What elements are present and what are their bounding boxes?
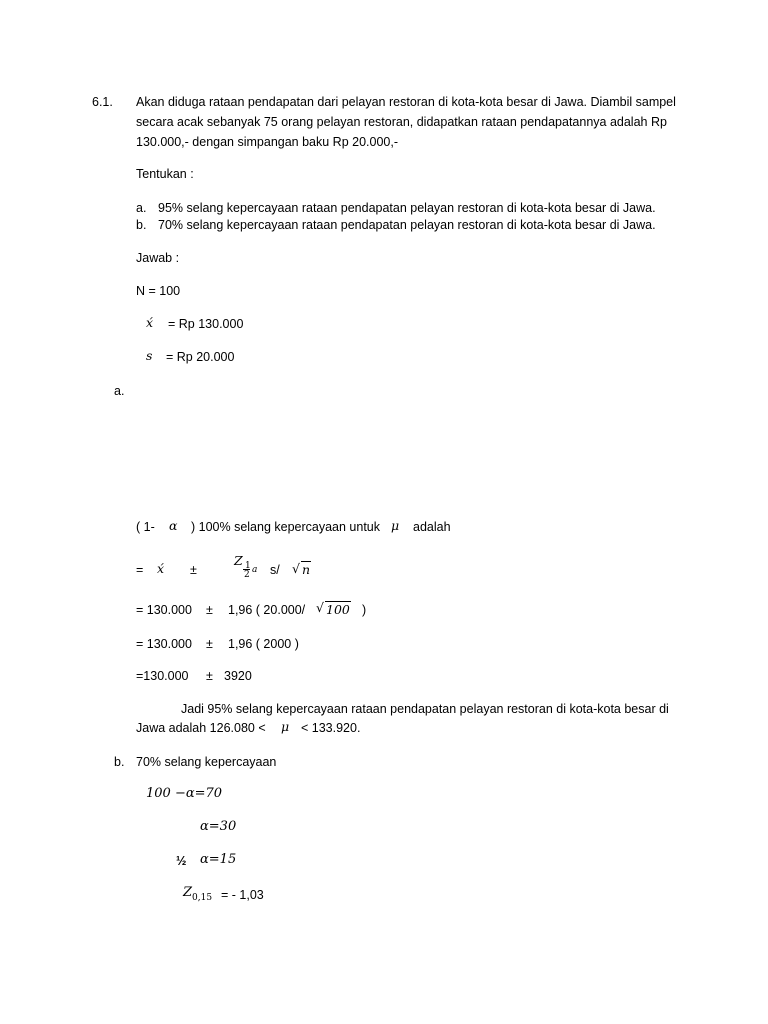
eq3-right: 1,96 ( 2000 ) <box>228 637 299 651</box>
part-b-z-line <box>183 884 212 902</box>
conclusion-line-2b: < 133.920. <box>301 721 361 735</box>
part-b-z-subscript: 0,15 <box>192 893 213 903</box>
formula-z: Z <box>234 553 243 568</box>
eq4-right: 3920 <box>224 669 252 683</box>
formula-sqrt-sign: √ <box>292 561 300 576</box>
part-b-half: ½ <box>176 854 187 868</box>
item-a-text: 95% selang kepercayaan rataan pendapatan pelayan restoran di kota-kota besar di Jawa. <box>158 201 656 215</box>
eq3-left: = 130.000 <box>136 637 192 651</box>
item-a-marker: a. <box>136 201 147 215</box>
formula-n: n <box>302 562 311 577</box>
problem-line-3: 130.000,- dengan simpangan baku Rp 20.000,- <box>136 135 398 149</box>
conclusion-line-2a: Jawa adalah 126.080 < <box>136 721 266 735</box>
z-fraction-numerator: 1 <box>245 561 251 571</box>
formula-plusminus: ± <box>190 563 197 577</box>
jawab-label: Jawab : <box>136 251 180 265</box>
conclusion-line-1: Jadi 95% selang kepercayaan rataan pendapatan pelayan restoran di kota-kota besar di <box>181 702 669 716</box>
problem-number: 6.1. <box>92 95 113 109</box>
problem-line-2: secara acak sebanyak 75 orang pelayan restoran, didapatkan rataan pendapatannya adalah Rp <box>136 115 667 129</box>
z-fraction-denominator: 2 <box>244 570 250 580</box>
eq4-plusminus: ± <box>206 669 213 683</box>
formula-xbar: x́ <box>157 561 165 576</box>
formula-equals: = <box>136 563 144 577</box>
s-value: = Rp 20.000 <box>166 350 235 364</box>
item-b-text: 70% selang kepercayaan rataan pendapatan pelayan restoran di kota-kota besar di Jawa. <box>158 218 656 232</box>
interval-open: ( 1- <box>136 520 155 534</box>
adalah-label: adalah <box>413 520 451 534</box>
part-a-marker: a. <box>114 384 125 398</box>
part-b-eq1: 100 −α=70 <box>146 786 223 801</box>
eq2-plusminus: ± <box>206 603 213 617</box>
alpha-symbol: α <box>169 518 178 533</box>
interval-text: ) 100% selang kepercayaan untuk <box>191 520 381 534</box>
eq2-close: ) <box>362 603 367 617</box>
part-b-z-value: = - 1,03 <box>221 888 264 902</box>
mu-symbol: μ <box>391 518 400 533</box>
problem-line-1: Akan diduga rataan pendapatan dari pelayan restoran di kota-kota besar di Jawa. Diambil sampel <box>136 95 676 109</box>
part-b-title: 70% selang kepercayaan <box>136 755 277 769</box>
s-symbol: s <box>146 348 153 363</box>
xbar-symbol: x́ <box>146 315 154 330</box>
z-fraction-alpha: a <box>252 565 258 575</box>
conclusion-mu: μ <box>281 719 290 734</box>
xbar-value: = Rp 130.000 <box>168 317 244 331</box>
formula-s: s/ <box>270 563 280 577</box>
eq2-left: = 130.000 <box>136 603 192 617</box>
eq2-sqrt-sign: √ <box>316 600 324 615</box>
formula-z-fraction <box>243 561 263 581</box>
eq2-sqrt-value: 100 <box>326 602 350 617</box>
eq3-plusminus: ± <box>206 637 213 651</box>
eq4-left: =130.000 <box>136 669 189 683</box>
part-b-z: Z <box>183 885 193 900</box>
part-b-marker: b. <box>114 755 125 769</box>
n-value: N = 100 <box>136 284 181 298</box>
item-b-marker: b. <box>136 218 147 232</box>
part-b-eq3: α=15 <box>200 852 237 867</box>
tentukan-label: Tentukan : <box>136 167 194 181</box>
eq2-right: 1,96 ( 20.000/ <box>228 603 306 617</box>
part-b-eq2: α=30 <box>200 819 237 834</box>
